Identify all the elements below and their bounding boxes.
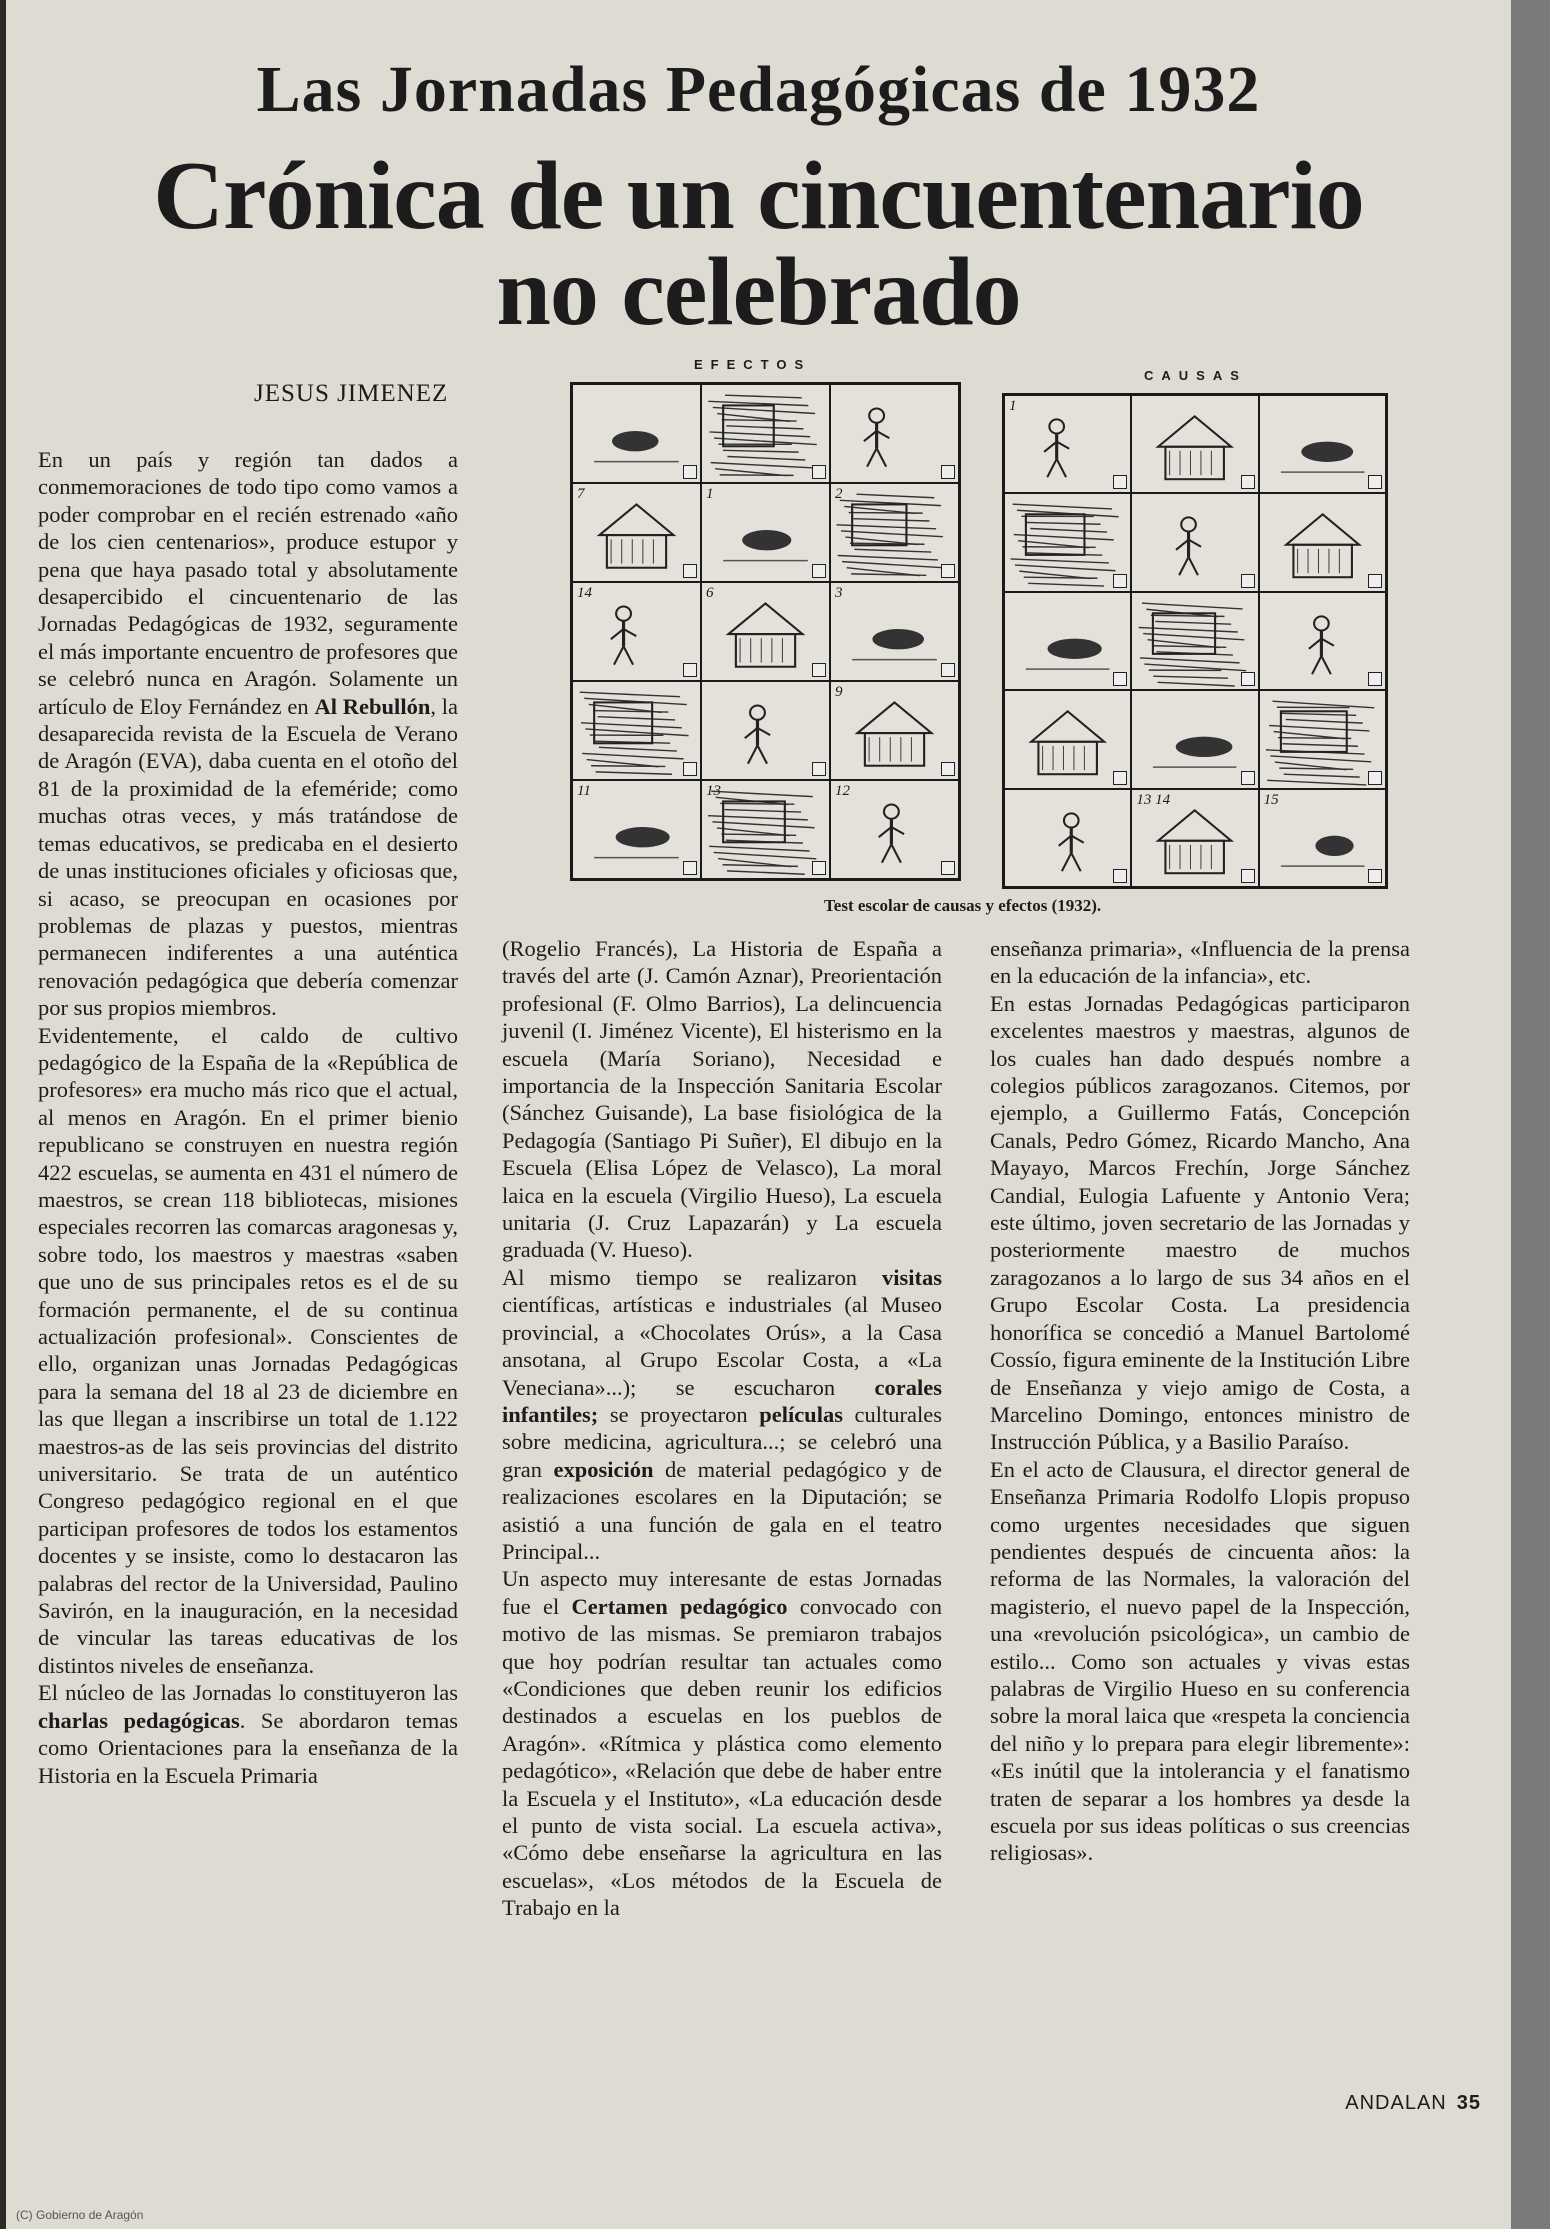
drawing (573, 682, 700, 779)
picture-cell (702, 484, 829, 581)
answer-box (1113, 869, 1127, 883)
answer-box (1368, 672, 1382, 686)
magazine-page (6, 0, 1511, 2229)
answer-box (683, 465, 697, 479)
picture-cell (1132, 691, 1257, 787)
article-title (6, 142, 1511, 346)
picture-cell (1132, 494, 1257, 590)
answer-box (941, 861, 955, 875)
cell-number: 1 (706, 486, 714, 502)
drawing (702, 682, 829, 779)
answer-box (812, 663, 826, 677)
cell-number: 6 (706, 585, 714, 601)
drawing (573, 385, 700, 482)
picture-cell (702, 781, 829, 878)
picture-cell (573, 484, 700, 581)
answer-box (812, 465, 826, 479)
drawing (702, 781, 829, 878)
drawing (1260, 494, 1385, 590)
answer-box (1241, 672, 1255, 686)
paragraph (502, 1565, 942, 1921)
answer-box (1241, 771, 1255, 785)
title-line-1: Crónica de un cincuentenario (153, 142, 1364, 250)
drawing (573, 583, 700, 680)
text-run: , la desaparecida revista de la Escuela de Verano de Aragón (EVA), daba cuenta en el otoño del 81 de la proximidad de la efeméride; como muchas otras veces, y más tratándose de temas educativos, se predicaba en el desierto de unas instituciones oficiales y oficiosas que, si acaso, se preocupan en ocasiones por problemas de plazas y puestos, mientras permanecen indiferentes a una auténtica renovación pedagógica que debería comenzar por sus propios miembros. (38, 693, 459, 1021)
picture-cell (1005, 494, 1130, 590)
drawing (573, 781, 700, 878)
paragraph (38, 446, 458, 1022)
bold-text: charlas pedagógicas (38, 1707, 240, 1733)
text-run: En un país y región tan dados a conmemoraciones de todo tipo como vamos a poder comprobar en el recién estrenado «año de los cien centenarios», produce estupor y pena que haya pasado total y absolutamente desapercibido el cincuentenario de las Jornadas Pedagógicas de 1932, seguramente el más importante encuentro de profesores que se celebró nunca en Aragón. Solamente un artículo de Eloy Fernández en (38, 447, 458, 719)
paragraph: enseñanza primaria», «Influencia de la prensa en la educación de la infancia», etc. (990, 936, 1410, 989)
drawing (1132, 494, 1257, 590)
supertitle: Las Jornadas Pedagógicas de 1932 (256, 53, 1261, 126)
picture-cell (831, 682, 958, 779)
picture-cell (1132, 593, 1257, 689)
answer-box (941, 465, 955, 479)
causes-picture-grid (1002, 393, 1388, 889)
picture-cell (1260, 396, 1385, 492)
answer-box (1368, 771, 1382, 785)
answer-box (1113, 574, 1127, 588)
picture-cell (1260, 593, 1385, 689)
drawing (831, 583, 958, 680)
answer-box (1113, 672, 1127, 686)
bold-text: Certamen pedagógico (571, 1593, 788, 1619)
paragraph (502, 1264, 942, 1565)
answer-box (1113, 771, 1127, 785)
drawing (1005, 691, 1130, 787)
answer-box (683, 861, 697, 875)
drawing (831, 385, 958, 482)
effects-label: EFECTOS (694, 357, 812, 372)
cell-number: 12 (835, 783, 850, 799)
text-run: culturales sobre medicina, agricultura...; se celebró una gran (502, 1401, 942, 1482)
picture-cell (702, 583, 829, 680)
answer-box (812, 762, 826, 776)
drawing (1260, 396, 1385, 492)
answer-box (683, 663, 697, 677)
cell-number: 2 (835, 486, 843, 502)
picture-cell (573, 583, 700, 680)
bold-text: películas (759, 1401, 843, 1427)
picture-cell (1260, 691, 1385, 787)
text-run: Un aspecto muy interesante de estas Jornadas fue el (502, 1566, 942, 1619)
paragraph (38, 1679, 458, 1789)
answer-box (683, 762, 697, 776)
answer-box (941, 762, 955, 776)
title-line-2: no celebrado (496, 238, 1021, 346)
article-column-3 (990, 935, 1410, 1867)
article-column-2 (502, 935, 942, 1922)
text-run: . Se abordaron temas como Orientaciones para la enseñanza de la Historia en la Escuela Primaria (38, 1707, 458, 1788)
paragraph: En estas Jornadas Pedagógicas participaron excelentes maestros y maestras, algunos de los cuales han dado después nombre a colegios públicos zaragozanos. Citemos, por ejemplo, a Guillermo Fatás, Concepción Canals, Pedro Gómez, Ricardo Mancho, Ana Mayayo, Marcos Frechín, Jorge Sánchez Candial, Eulogia Lafuente y Antonio Vera; este último, joven secretario de las Jornadas y posteriormente maestro de muchos zaragozanos a lo largo de sus 34 años en el Grupo Escolar Costa. La presidencia honorífica se concedió a Manuel Bartolomé Cossío, figura eminente de la Institución Libre de Enseñanza y viejo amigo de Costa, a Marcelino Domingo, entonces ministro de Instrucción Pública, y a Basilio Paraíso. (990, 990, 1410, 1455)
text-run: Al mismo tiempo se realizaron (502, 1264, 857, 1290)
cell-number: 11 (577, 783, 591, 799)
cell-number: 9 (835, 684, 843, 700)
cell-number: 13 (706, 783, 721, 799)
publication-name: ANDALAN (1345, 2092, 1447, 2114)
answer-box (1241, 475, 1255, 489)
answer-box (1113, 475, 1127, 489)
bold-text: corales infantiles; (502, 1374, 943, 1427)
picture-cell (702, 682, 829, 779)
drawing (1132, 396, 1257, 492)
answer-box (812, 564, 826, 578)
text-run: de material pedagógico y de realizaciones escolares en la Diputación; se asistió a una función de gala en el teatro Principal... (502, 1456, 943, 1564)
cell-number: 1 (1009, 398, 1017, 414)
paragraph: Evidentemente, el caldo de cultivo pedagógico de la España de la «República de profesores» era mucho más rico que el actual, al menos en Aragón. En el primer bienio republicano se construyen en nuestra región 422 escuelas, se aumenta en 431 el número de maestros, se crean 118 bibliotecas, misiones especiales recorren las comarcas aragonesas y, sobre todo, los maestros y maestras «saben que uno de sus principales retos es el de su formación permanente, el de su continua actualización profesional». Conscientes de ello, organizan unas Jornadas Pedagógicas para la semana del 18 al 23 de diciembre en las que llegan a inscribirse un total de 1.122 maestros-as de las seis provincias del distrito universitario. Se trata de un auténtico Congreso pedagógico regional en el que participan profesores de todos los estamentos docentes y se insiste, como lo destacaron las palabras del rector de la Universidad, Paulino Savirón, en la inauguración, en la necesidad de vincular las tareas educativas de los distintos niveles de enseñanza. (38, 1022, 458, 1678)
picture-cell (1132, 790, 1257, 886)
drawing (831, 484, 958, 581)
author-byline: JESUS JIMENEZ (254, 380, 449, 407)
bold-text: exposición (553, 1456, 654, 1482)
paragraph: (Rogelio Francés), La Historia de España a través del arte (J. Camón Aznar), Preorientación profesional (F. Olmo Barrios), La delincuencia juvenil (I. Jiménez Vicente), El histerismo en la escuela (María Soriano), Necesidad e importancia de la Inspección Sanitaria Escolar (Sánchez Guisande), La base fisiológica de la Pedagogía (Santiago Pi Suñer), El dibujo en la Escuela (Elisa López de Velasco), La moral laica en la escuela (Virgilio Hueso), La escuela unitaria (J. Cruz Lapazarán) y La escuela graduada (V. Hueso). (502, 936, 942, 1263)
archive-watermark: (C) Gobierno de Aragón (16, 2208, 144, 2222)
drawing (702, 583, 829, 680)
cell-number: 3 (835, 585, 843, 601)
cell-number: 7 (577, 486, 585, 502)
picture-cell (1260, 494, 1385, 590)
text-run: científicas, artísticas e industriales (al Museo provincial, a «Chocolates Orús», a la Casa ansotana, al Grupo Escolar Costa, a «La Veneciana»...); se escucharon (502, 1292, 942, 1400)
text-run: se proyectaron (609, 1401, 748, 1427)
cell-number: 14 (577, 585, 592, 601)
paragraph: En el acto de Clausura, el director general de Enseñanza Primaria Rodolfo Llopis propuso como urgentes necesidades que siguen pendientes después de cincuenta años: la reforma de las Normales, la valoración del magisterio, el nuevo papel de la Inspección, una «revolución psicológica», un cambio de estilo... Como son actuales y vivas estas palabras de Virgilio Hueso en su conferencia sobre la moral laica que «respeta la conciencia del niño y lo prepara para elegir libremente»: «Es inútil que la intolerancia y el fanatismo traten de separar a los hombres ya desde la escuela por sus ideas políticas o sus creencias religiosas». (990, 1456, 1410, 1866)
picture-cell (1132, 396, 1257, 492)
picture-cell (831, 484, 958, 581)
answer-box (941, 564, 955, 578)
cell-number: 13 14 (1136, 791, 1171, 808)
text-run: convocado con motivo de las mismas. Se premiaron trabajos que hoy podrían resultar tan actuales como «Condiciones que deben reunir los edificios destinados a escuelas en los pueblos de Aragón». «Rítmica y plástica como elemento pedagótico», «Relación que debe de haber entre la Escuela y el Instituto», «La educación desde el punto de vista social. La escuela activa», «Cómo debe enseñarse la agricultura en las escuelas», «Los métodos de la Escuela de Trabajo en la (502, 1593, 943, 1921)
article-column-1 (38, 446, 458, 1789)
answer-box (1368, 475, 1382, 489)
picture-cell (1005, 790, 1130, 886)
answer-box (1368, 869, 1382, 883)
drawing (1260, 593, 1385, 689)
drawing (1005, 790, 1130, 886)
picture-cell (831, 781, 958, 878)
page-number: 35 (1456, 2092, 1481, 2114)
picture-cell (831, 385, 958, 482)
drawing (1132, 593, 1257, 689)
picture-cell (1260, 790, 1385, 886)
text-run: El núcleo de las Jornadas lo constituyeron las (38, 1680, 458, 1706)
answer-box (1241, 869, 1255, 883)
drawing (831, 781, 958, 878)
picture-cell (702, 385, 829, 482)
drawing (702, 484, 829, 581)
drawing (1132, 691, 1257, 787)
page-footer (1345, 2092, 1481, 2115)
cell-number: 15 (1263, 791, 1279, 808)
effects-picture-grid (570, 382, 961, 881)
drawing (831, 682, 958, 779)
picture-cell (1005, 593, 1130, 689)
picture-cell (831, 583, 958, 680)
picture-cell (573, 781, 700, 878)
picture-cell (1005, 691, 1130, 787)
drawing (1005, 593, 1130, 689)
bold-text: visitas (881, 1264, 942, 1290)
picture-cell (573, 682, 700, 779)
drawing (1005, 494, 1130, 590)
answer-box (683, 564, 697, 578)
answer-box (1241, 574, 1255, 588)
drawing (1260, 691, 1385, 787)
picture-cell (1005, 396, 1130, 492)
drawing (573, 484, 700, 581)
answer-box (812, 861, 826, 875)
drawing (1005, 396, 1130, 492)
bold-text: Al Rebullón (314, 693, 431, 719)
figure-caption: Test escolar de causas y efectos (1932). (824, 896, 1102, 915)
answer-box (1368, 574, 1382, 588)
drawing (702, 385, 829, 482)
causes-label: CAUSAS (1144, 368, 1247, 383)
answer-box (941, 663, 955, 677)
picture-cell (573, 385, 700, 482)
